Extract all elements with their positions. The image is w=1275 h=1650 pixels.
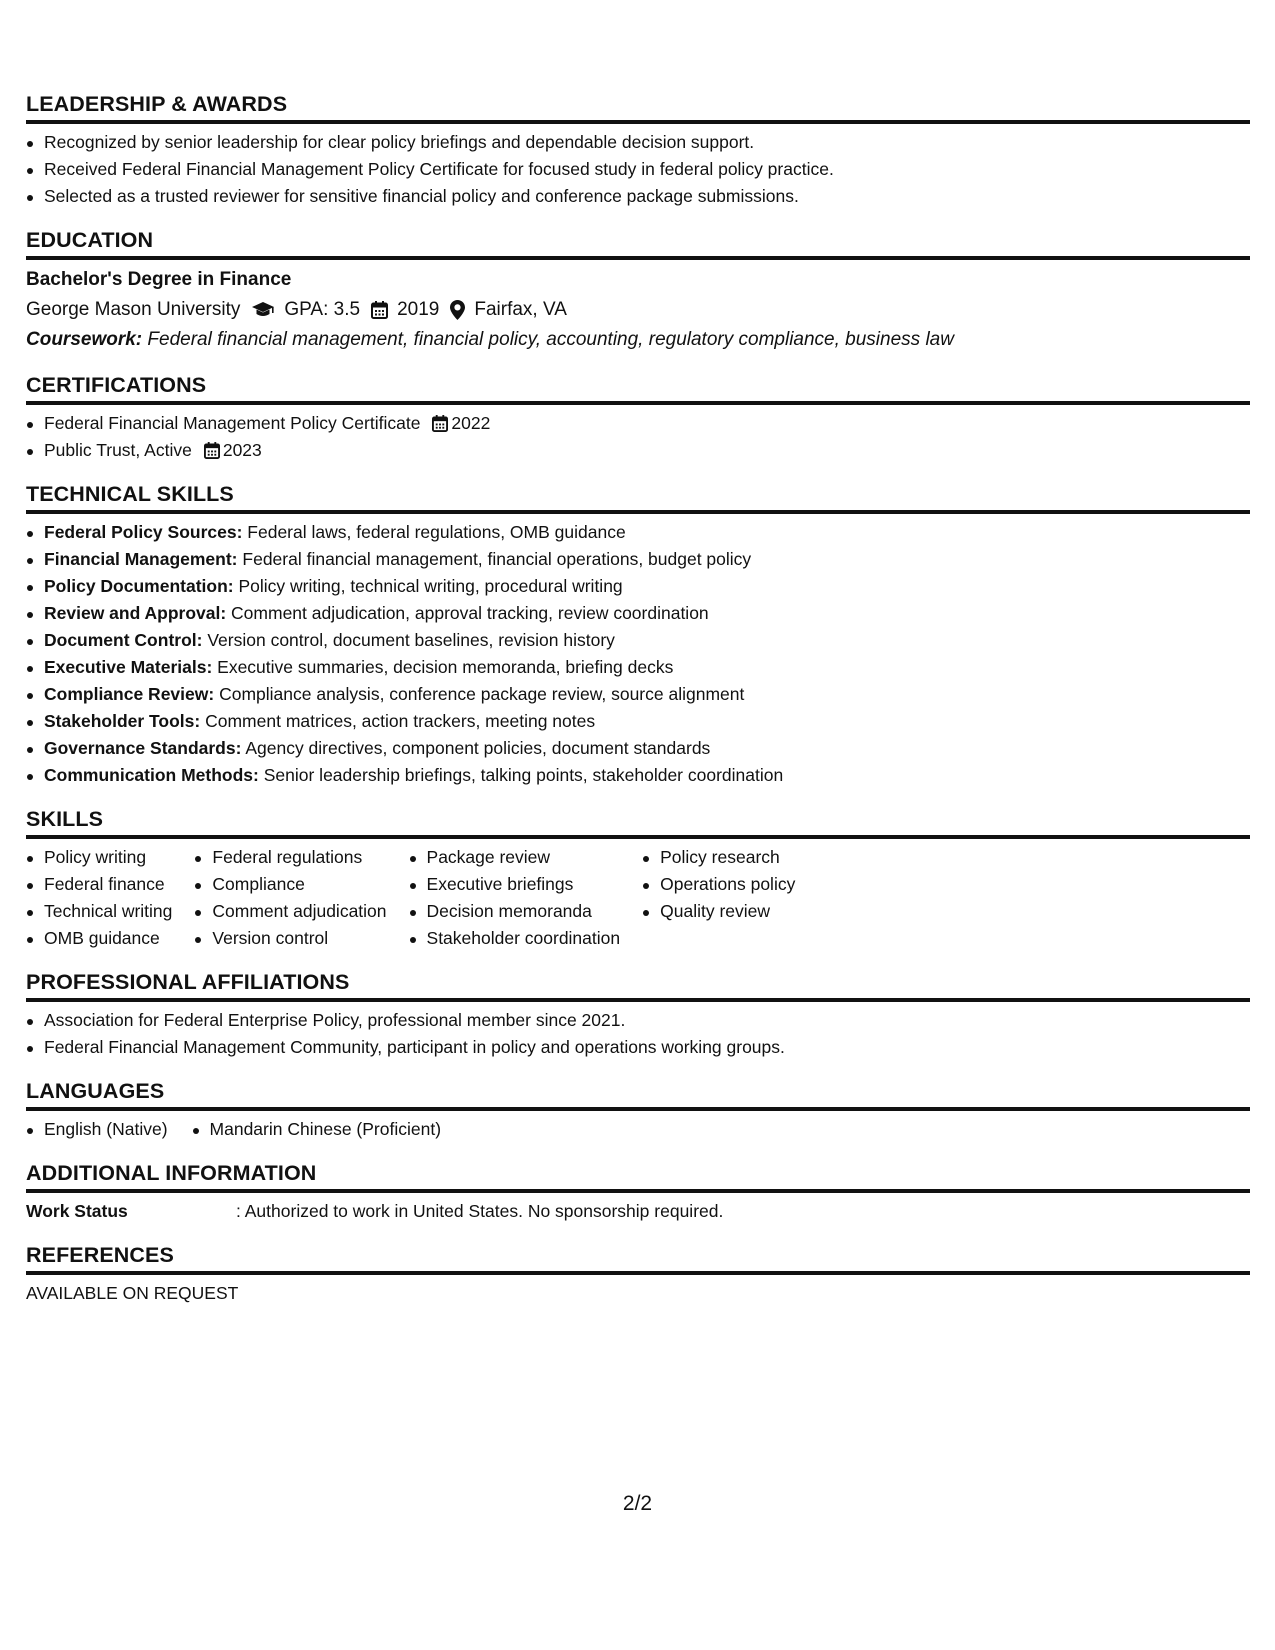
skill-detail: Executive summaries, decision memoranda, briefing decks — [217, 657, 674, 677]
calendar-icon — [371, 301, 388, 319]
skill-category: Communication Methods: — [44, 765, 259, 785]
cert-year: 2022 — [451, 413, 491, 433]
list-item — [26, 627, 1250, 654]
skills-column — [642, 844, 795, 952]
skill-category: Federal Policy Sources: — [44, 522, 243, 542]
references-text: AVAILABLE ON REQUEST — [26, 1283, 239, 1303]
skill-detail: Agency directives, component policies, document standards — [245, 738, 711, 758]
section-title-skills: SKILLS — [26, 805, 1250, 839]
list-item — [26, 735, 1250, 762]
list-item: Recognized by senior leadership for clear policy briefings and dependable decision support. — [26, 129, 1250, 156]
skill-detail: Federal laws, federal regulations, OMB guidance — [247, 522, 626, 542]
skills-column — [194, 844, 386, 952]
skills-column — [409, 844, 621, 952]
section-title-leadership: LEADERSHIP & AWARDS — [26, 90, 1250, 124]
gpa-value: GPA: 3.5 — [284, 299, 361, 320]
list-item: Mandarin Chinese (Proficient) — [192, 1116, 442, 1143]
skills-section — [26, 805, 1250, 952]
section-title-references: REFERENCES — [26, 1241, 1250, 1275]
list-item: Operations policy — [642, 871, 795, 898]
graduation-cap-icon — [251, 301, 275, 319]
cert-name: Federal Financial Management Policy Certificate — [44, 413, 421, 433]
skill-category: Document Control: — [44, 630, 203, 650]
skill-category: Governance Standards: — [44, 738, 242, 758]
list-item — [26, 546, 1250, 573]
certifications-list — [26, 410, 1250, 464]
section-title-technical-skills: TECHNICAL SKILLS — [26, 480, 1250, 514]
list-item: Comment adjudication — [194, 898, 386, 925]
graduation-year: 2019 — [397, 299, 440, 320]
list-item: Policy writing — [26, 844, 172, 871]
skill-detail: Comment matrices, action trackers, meeting notes — [205, 711, 596, 731]
map-pin-icon — [450, 300, 465, 320]
calendar-icon — [432, 415, 448, 432]
list-item — [26, 410, 1250, 437]
affiliations-list — [26, 1007, 1250, 1061]
languages-list — [26, 1116, 1250, 1143]
list-item — [26, 437, 1250, 464]
coursework-label: Coursework: — [26, 329, 143, 350]
school-location: Fairfax, VA — [474, 299, 567, 320]
section-title-languages: LANGUAGES — [26, 1077, 1250, 1111]
list-item: Package review — [409, 844, 621, 871]
list-item: Technical writing — [26, 898, 172, 925]
list-item — [26, 519, 1250, 546]
list-item — [26, 654, 1250, 681]
skill-category: Compliance Review: — [44, 684, 215, 704]
list-item: Policy research — [642, 844, 795, 871]
work-status-label: Work Status — [26, 1201, 128, 1221]
section-title-additional-info: ADDITIONAL INFORMATION — [26, 1159, 1250, 1193]
skills-column — [26, 844, 172, 952]
list-item: Federal regulations — [194, 844, 386, 871]
coursework-text: Federal financial management, financial policy, accounting, regulatory compliance, business law — [147, 329, 954, 350]
skill-detail: Version control, document baselines, revision history — [207, 630, 615, 650]
list-item: Quality review — [642, 898, 795, 925]
education-details — [26, 295, 1250, 325]
skill-detail: Federal financial management, financial operations, budget policy — [242, 549, 752, 569]
list-item: English (Native) — [26, 1116, 168, 1143]
list-item: Stakeholder coordination — [409, 925, 621, 952]
school-name: George Mason University — [26, 299, 241, 320]
technical-skills-list — [26, 519, 1250, 789]
skill-detail: Compliance analysis, conference package review, source alignment — [219, 684, 745, 704]
list-item: Selected as a trusted reviewer for sensitive financial policy and conference package submissions. — [26, 183, 1250, 210]
degree-title: Bachelor's Degree in Finance — [26, 269, 292, 290]
section-title-affiliations: PROFESSIONAL AFFILIATIONS — [26, 968, 1250, 1002]
affiliations-section — [26, 968, 1250, 1061]
list-item: Federal finance — [26, 871, 172, 898]
list-item — [26, 681, 1250, 708]
skill-detail: Policy writing, technical writing, procedural writing — [238, 576, 623, 596]
list-item — [26, 708, 1250, 735]
coursework — [26, 325, 1250, 355]
calendar-icon — [204, 442, 220, 459]
list-item — [26, 762, 1250, 789]
technical-skills-section — [26, 480, 1250, 789]
education-section — [26, 226, 1250, 355]
list-item: Compliance — [194, 871, 386, 898]
list-item: Federal Financial Management Community, participant in policy and operations working groups. — [26, 1034, 1250, 1061]
skills-grid — [26, 844, 1250, 952]
list-item: Executive briefings — [409, 871, 621, 898]
list-item: OMB guidance — [26, 925, 172, 952]
section-title-certifications: CERTIFICATIONS — [26, 371, 1250, 405]
list-item: Received Federal Financial Management Policy Certificate for focused study in federal policy practice. — [26, 156, 1250, 183]
languages-section — [26, 1077, 1250, 1143]
list-item: Version control — [194, 925, 386, 952]
page-number: 2/2 — [622, 1492, 653, 1515]
certifications-section — [26, 371, 1250, 464]
work-status-value: : Authorized to work in United States. No sponsorship required. — [236, 1201, 724, 1221]
list-item: Association for Federal Enterprise Policy, professional member since 2021. — [26, 1007, 1250, 1034]
additional-info-section — [26, 1159, 1250, 1225]
leadership-list — [26, 129, 1250, 210]
skill-detail: Senior leadership briefings, talking points, stakeholder coordination — [263, 765, 784, 785]
skill-category: Review and Approval: — [44, 603, 227, 623]
list-item — [26, 600, 1250, 627]
skill-category: Policy Documentation: — [44, 576, 234, 596]
leadership-section — [26, 90, 1250, 210]
work-status-row — [26, 1198, 1250, 1225]
cert-name: Public Trust, Active — [44, 440, 192, 460]
section-title-education: EDUCATION — [26, 226, 1250, 260]
skill-category: Financial Management: — [44, 549, 238, 569]
resume-page — [26, 90, 1250, 1307]
skill-category: Executive Materials: — [44, 657, 213, 677]
list-item — [26, 573, 1250, 600]
list-item: Decision memoranda — [409, 898, 621, 925]
skill-category: Stakeholder Tools: — [44, 711, 201, 731]
references-section — [26, 1241, 1250, 1307]
cert-year: 2023 — [222, 440, 262, 460]
skill-detail: Comment adjudication, approval tracking, review coordination — [231, 603, 709, 623]
